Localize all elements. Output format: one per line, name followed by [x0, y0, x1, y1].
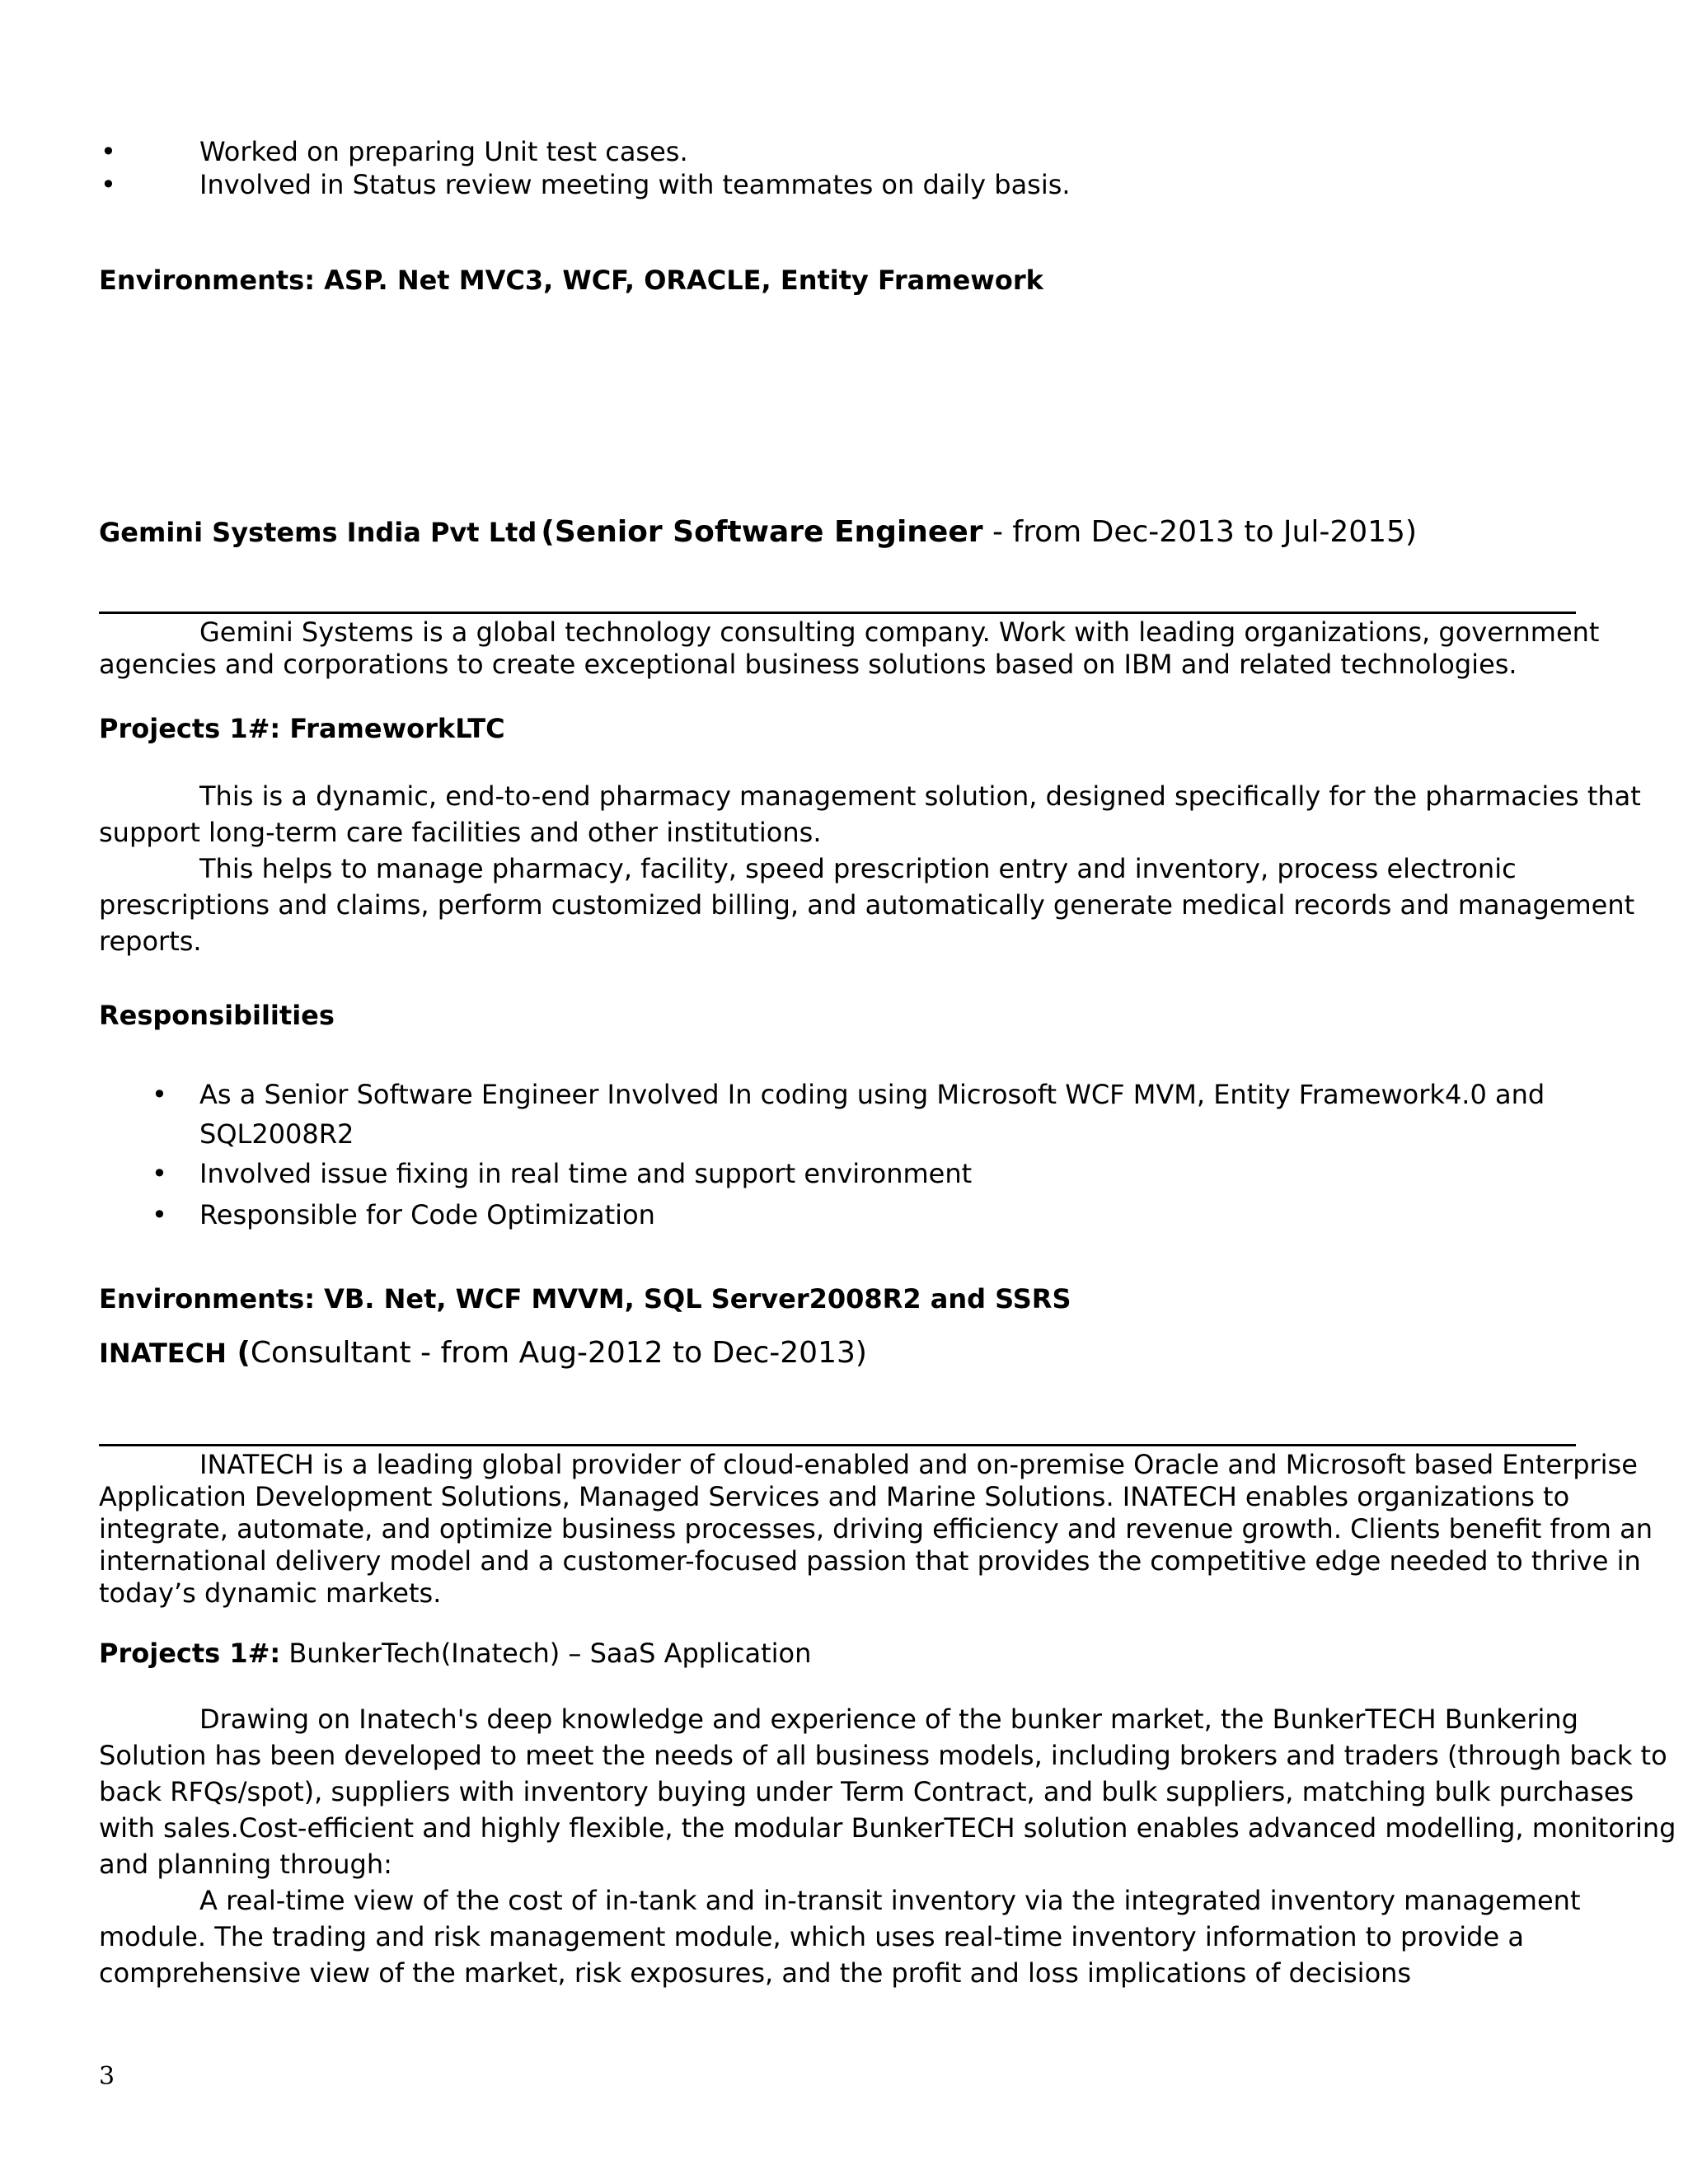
environments-line: Environments: VB. Net, WCF MVVM, SQL Server2008R2 and SSRS	[99, 1283, 1071, 1315]
list-item-text: As a Senior Software Engineer Involved In coding using Microsoft WCF MVM, Entity Framework4.0 and	[199, 1079, 1545, 1110]
bullet-icon: •	[152, 1079, 167, 1110]
company-name: INATECH	[99, 1338, 227, 1369]
company-description: Gemini Systems is a global technology consulting company. Work with leading organizations, government agencies and corporations to create exceptional business solutions based on IBM and related technologies.	[99, 616, 1600, 680]
project-description: This is a dynamic, end-to-end pharmacy management solution, designed specifically for the pharmacies that support long-term care facilities and other institutions. This helps to manage pharmacy, facility, speed prescription entry and inventory, process electronic prescriptions and claims, perform customized billing, and automatically generate medical records and management reports.	[99, 780, 1641, 957]
company-name: Gemini Systems India Pvt Ltd	[99, 517, 537, 548]
role-open-paren: (	[226, 1336, 251, 1370]
job-role: Senior Software Engineer	[554, 515, 983, 549]
project-name: BunkerTech(Inatech) – SaaS Application	[280, 1638, 812, 1669]
job-dates: - from Dec-2013 to Jul-2015)	[982, 515, 1417, 549]
project-title: Projects 1#: FrameworkLTC	[99, 713, 505, 744]
bullet-icon: •	[101, 169, 116, 200]
job-role-dates: Consultant - from Aug-2012 to Dec-2013)	[250, 1336, 867, 1370]
list-item-text: Worked on preparing Unit test cases.	[199, 136, 688, 167]
bullet-icon: •	[152, 1158, 167, 1189]
page-number: 3	[99, 2062, 115, 2091]
project-description: Drawing on Inatech's deep knowledge and experience of the bunker market, the BunkerTECH Bunkering Solution has been developed to meet the needs of all business models, including brokers and traders (through back to back RFQs/spot), suppliers with inventory buying under Term Contract, and bulk suppliers, matching bulk purchases with sales.Cost-efficient and highly flexible, the modular BunkerTECH solution enables advanced modelling, monitoring and planning through: A real-time view of the cost of in-tank and in-transit inventory via the integrated inventory management module. The trading and risk management module, which uses real-time inventory information to provide a comprehensive view of the market, risk exposures, and the profit and loss implications of decisions	[99, 1704, 1676, 1989]
list-item-text: Involved in Status review meeting with teammates on daily basis.	[199, 169, 1071, 200]
project-title	[99, 1637, 811, 1670]
environments-line: Environments: ASP. Net MVC3, WCF, ORACLE, Entity Framework	[99, 265, 1043, 296]
bullet-icon: •	[152, 1199, 167, 1230]
section-divider	[99, 1444, 1576, 1446]
list-item-text: Involved issue fixing in real time and support environment	[199, 1158, 973, 1189]
responsibilities-title: Responsibilities	[99, 1000, 335, 1031]
job-header	[99, 1335, 867, 1376]
list-item-text: Responsible for Code Optimization	[199, 1199, 655, 1230]
project-label: Projects 1#:	[99, 1638, 281, 1669]
company-description: INATECH is a leading global provider of cloud-enabled and on-premise Oracle and Microsoft based Enterprise Application Development Solutions, Managed Services and Marine Solutions. INATECH enables organizations to integrate, automate, and optimize business processes, driving efficiency and revenue growth. Clients benefit from an international delivery model and a customer-focused passion that provides the competitive edge needed to thrive in today’s dynamic markets.	[99, 1449, 1653, 1609]
role-open-paren: (	[541, 515, 555, 549]
job-header	[99, 514, 1417, 555]
list-item-text: SQL2008R2	[199, 1118, 354, 1150]
section-divider	[99, 612, 1576, 614]
bullet-icon: •	[101, 136, 116, 167]
